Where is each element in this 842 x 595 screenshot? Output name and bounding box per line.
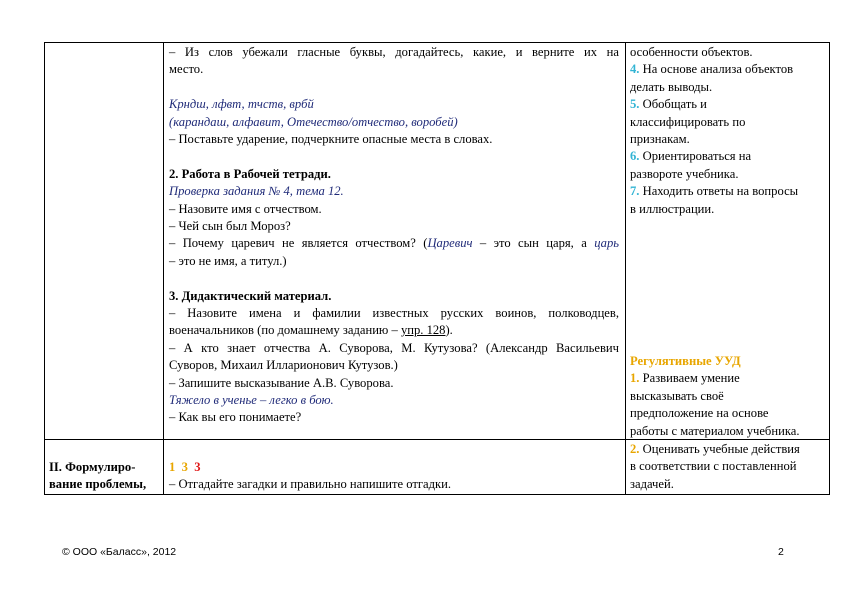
stage-title-line-2: вание проблемы, xyxy=(49,477,147,492)
section-2-question-3: – Почему царевич не является отчеством? (Царевич – это сын царя, а царь xyxy=(169,236,619,251)
section-2-check: Проверка задания № 4, тема 12. xyxy=(169,184,344,199)
section-2-question-1: – Назовите имя с отчеством. xyxy=(169,201,322,216)
section-3-question-2: – А кто знает отчества А. Суворова, М. Кутузова? (Александр Васильевич xyxy=(169,340,619,355)
row2-right-cell: 2. Оценивать учебные действия в соответствии с поставленной задачей. xyxy=(630,441,828,493)
regulatory-block: Регулятивные УУД 1. Развиваем умение высказывать своё предположение на основе работы с материалом учебника. xyxy=(630,353,828,440)
riddle-task: – Отгадайте загадки и правильно напишите отгадки. xyxy=(169,477,452,492)
skill-item-5: 5. Обобщать и xyxy=(630,97,707,112)
row2-middle-cell xyxy=(169,459,619,494)
lesson-table xyxy=(44,42,830,495)
marker-3: 3 xyxy=(194,460,201,474)
regulatory-item-1: 1. Развиваем умение xyxy=(630,371,740,386)
markers xyxy=(169,459,619,476)
row1-middle-cell xyxy=(169,44,619,427)
skill-item-7: 7. Находить ответы на вопросы xyxy=(630,184,799,199)
section-2-title: 2. Работа в Рабочей тетради. xyxy=(169,166,331,181)
column-divider-right xyxy=(625,43,626,494)
page-number: 2 xyxy=(778,546,784,558)
section-3-question-2-end: Суворов, Михаил Илларионович Кутузов.) xyxy=(169,358,398,373)
intro-line-2: место. xyxy=(169,62,204,77)
stress-task: – Поставьте ударение, подчеркните опасные места в словах. xyxy=(169,132,493,147)
footer-copyright: © ООО «Баласс», 2012 xyxy=(62,546,177,558)
encoded-words: Крндш, лфвт, тчств, врбй xyxy=(169,97,314,112)
section-3-question-3: – Запишите высказывание А.В. Суворова. xyxy=(169,375,394,390)
section-2-question-3-end: – это не имя, а титул.) xyxy=(169,253,287,268)
skill-item-4: 4. На основе анализа объектов xyxy=(630,62,794,77)
stage-title-line-1: II. Формулиро- xyxy=(49,460,136,474)
decoded-words: (карандаш, алфавит, Отечество/отчество, воробей) xyxy=(169,114,458,129)
marker-2: 3 xyxy=(181,460,188,474)
skill-item-6: 6. Ориентироваться на xyxy=(630,149,752,164)
section-3-question-1: – Назовите имена и фамилии известных русских воинов, полководцев, xyxy=(169,306,619,321)
skill-continuation: особенности объектов. xyxy=(630,45,753,59)
row2-left-cell xyxy=(49,459,161,494)
section-3-question-1-end: военачальников (по домашнему заданию – упр. 128). xyxy=(169,323,453,338)
section-2-question-2: – Чей сын был Мороз? xyxy=(169,219,291,234)
suvorov-quote: Тяжело в ученье – легко в бою. xyxy=(169,393,334,408)
row1-right-cell: особенности объектов. 4. На основе анализа объектов делать выводы. 5. Обобщать и классифицировать по признакам. 6. Ориентироваться на развороте учебника. 7. Находить ответы на вопросы в иллюстрации. xyxy=(630,44,828,218)
section-3-question-4: – Как вы его понимаете? xyxy=(169,410,302,425)
regulatory-title: Регулятивные УУД xyxy=(630,354,741,368)
exercise-link[interactable]: упр. 128 xyxy=(400,323,446,338)
section-3-title: 3. Дидактический материал. xyxy=(169,288,332,303)
marker-1: 1 xyxy=(169,460,176,474)
intro-line-1: – Из слов убежали гласные буквы, догадайтесь, какие, и верните их на xyxy=(169,45,619,59)
regulatory-item-2: 2. Оценивать учебные действия xyxy=(630,442,800,456)
column-divider-left xyxy=(163,43,164,494)
